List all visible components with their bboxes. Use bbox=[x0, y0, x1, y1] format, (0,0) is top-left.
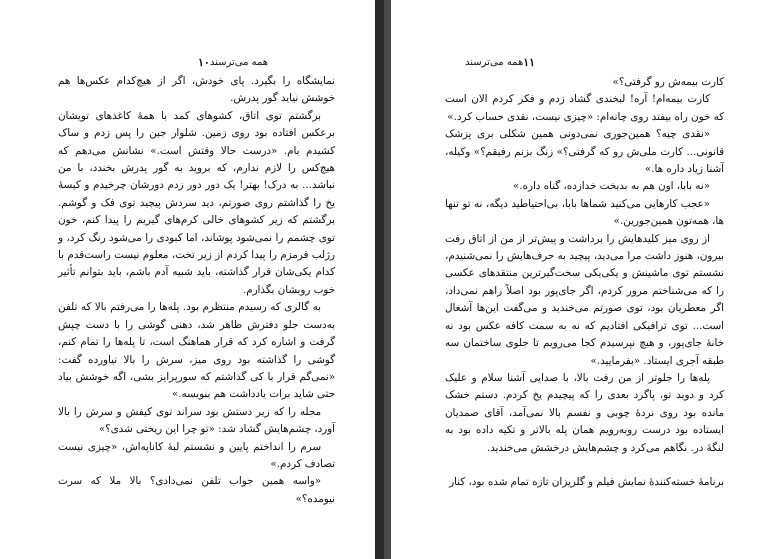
paragraph: پله‌ها را جلوتر از من رفت بالا، با صدایی آشنا سلام و علیک کرد و دوید تو، پاگرد بعدی را که پیچیدم یخ کردم. دستم خشک مانده بود روی نردهٔ چوبی و نفسم بالا نمی‌آمد، آقای صمدیان ایستاده بود درست روبه‌رویم همان پله بالاتر و تکیه داده بود به لنگهٔ در. نگاهم می‌کرد و چشم‌هایش درخشش می‌خندید. bbox=[445, 371, 724, 454]
page-number: ١١ bbox=[523, 55, 536, 69]
running-title: همه می‌ترسند bbox=[465, 56, 524, 68]
paragraph: سرم را انداختم پایین و نشستم لبهٔ کاناپه‌اش، «چیزی نیست تصادف کردم.» bbox=[58, 440, 335, 470]
paragraph: از روی میز کلیدهایش را برداشت و پیش‌تر از من از اتاق رفت بیرون، هنوز داشت مرا می‌دید، پیچید به حرف‌هایش را نمی‌شنیدم، نشستم توی ماشینش و یکی‌یکی سخت‌گیرترین منتقدهای عکسی را که می‌شناختم مرور کردم، اگر جای‌پور بود اصلاً راهم نمی‌داد، اگر معطریان بود، توی صورتم می‌خندید و می‌گفت این‌ها آشغال است... توی ترافیکی افتادیم که نه به سمت کافه عکس بود نه خانهٔ جای‌پور، و هیچ نپرسیدم کجا می‌رویم تا جلوی ساختمان سه طبقه آجری ایستاد. «بفرمایید.» bbox=[445, 232, 724, 367]
paragraph: مجله را که زیر دستش بود سراند توی کیفش و سرش را بالا آورد، چشم‌هایش گشاد شد: «تو چرا این ریختی شدی؟» bbox=[58, 405, 335, 436]
right-page bbox=[391, 0, 768, 559]
left-page-body bbox=[58, 73, 335, 508]
paragraph: برگشتم توی اتاق، کشوهای کمد با همهٔ کاغذهای تویشان برعکس افتاده بود روی زمین. شلوار جین را پس زدم و ساک کشیدم بام. «درست حالا وقتش است.» نشانش می‌دهم که هیچ‌کس را لازم ندارم، که بروید به گور پدرش بخندد، با من نباشد... به درک! بهتر! یک دور دور زدم دورشان چرخیدم و کیسهٔ یخ را گذاشتم روی صورتم، دید سردش پیچید توی فک و گوشم. برگشتم که زیر کشوهای خالی کرم‌های گیریم را پیدا کنم، خون توی چشمم را نمی‌شود پوشاند، اما کبودی را می‌شود رنگ کرد، و رژلب قرمزم را پیدا کردم از زیر تخت، معلوم نیست راست‌قدم با کدام یکی‌شان قرار گذاشته، باید شبیه آدم باشم، باید بتوانم تأثیر خوب روبشان بگذارم. bbox=[58, 109, 335, 296]
paragraph: برنامهٔ خسته‌کنندهٔ نمایش فیلم و گلریزان تازه تمام شده بود، کنار bbox=[449, 475, 724, 488]
running-title: همه می‌ترسند bbox=[209, 56, 269, 68]
paragraph: به گالری که رسیدم منتظرم بود. پله‌ها را می‌رفتم بالا که تلفن به‌دست جلو دفترش ظاهر شد، دهنی گوشی را با دست چپش گرفت و اشاره کرد که قرار هماهنگ است، تا پله‌ها را تمام کنم، گوشی را گذاشته بود روی میز، سرش را بالا نیاورده گفت: «نمی‌گم قرار با کی گذاشتم که سورپرایز بشی، اگه خوشش بیاد حتی شاید برات یادداشت هم بنویسه.» bbox=[58, 301, 335, 401]
book-gutter bbox=[375, 0, 384, 559]
paragraph: کارت بیمه‌ام! آره! لبخندی گشاد زدم و فکر کردم الان است که خون راه بیفتد روی چانه‌ام: «چیزی نیست، نقدی حساب کرد.» bbox=[445, 93, 724, 123]
right-page-body bbox=[445, 74, 724, 491]
paragraph: نمایشگاه را بگیرد. پای خودش، اگر از هیچ‌کدام عکس‌ها هم خوشش نیاید گور پدرش. bbox=[58, 75, 335, 105]
paragraph: «واسه همین جواب تلفن نمی‌دادی؟ بالا ملا که سرت نیومده؟» bbox=[58, 475, 335, 505]
left-page-header bbox=[180, 54, 268, 70]
book-gutter-shadow bbox=[384, 0, 391, 559]
page-number: ١٠ bbox=[198, 55, 210, 69]
paragraph: کارت بیمه‌ش رو گرفتی؟» bbox=[612, 76, 724, 88]
left-page bbox=[0, 0, 375, 559]
right-page-header bbox=[441, 54, 535, 70]
paragraph: «نقدی چیه؟ همین‌جوری نمی‌دونی همین شکلی بری پزشک قانونی... کارت ملی‌ش رو که گرفتی؟» زنگ بزنم رفیقم؟» وکیله، آشنا زیاد داره ها.» bbox=[445, 128, 724, 176]
paragraph: «نه بابا، اون هم به بدبخت خدازده، گناه داره.» bbox=[513, 180, 710, 193]
paragraph: «عجب کارهایی می‌کنید شماها بابا، بی‌احتیاطید دیگه، نه تو تنها ها، همه‌تون همین‌جورین.» bbox=[445, 197, 724, 228]
